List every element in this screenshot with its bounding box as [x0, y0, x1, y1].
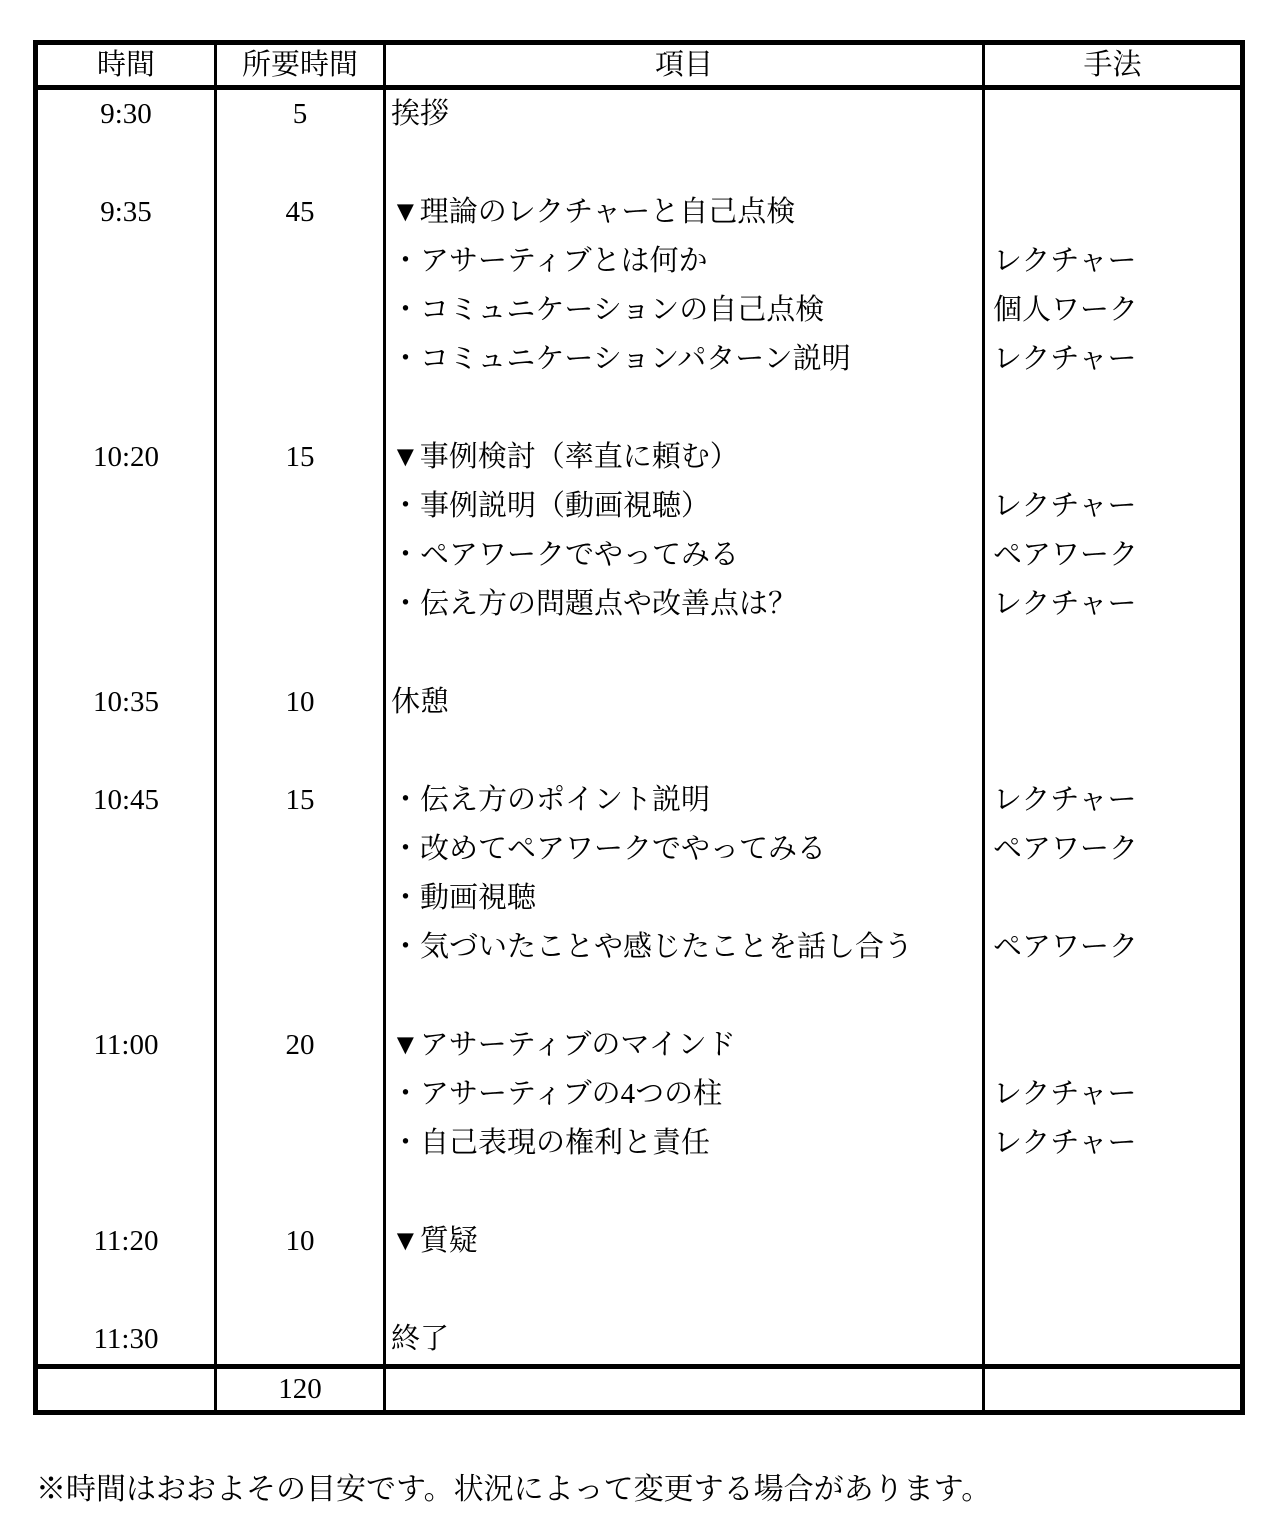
duration-line: 10 — [285, 686, 315, 718]
time-line: 11:00 — [93, 1029, 159, 1061]
duration-line — [217, 286, 383, 335]
item-line — [391, 384, 982, 433]
time-column — [38, 90, 217, 1364]
total-item-cell — [386, 1369, 985, 1410]
time-line — [38, 139, 214, 188]
method-line — [993, 90, 1240, 139]
item-line — [391, 629, 982, 678]
duration-line — [217, 139, 383, 188]
duration-line — [217, 1266, 383, 1315]
item-line: 休憩 — [391, 686, 450, 718]
time-line: 10:35 — [92, 686, 160, 718]
time-line: 11:20 — [93, 1225, 159, 1257]
duration-line — [217, 923, 383, 972]
time-line — [38, 923, 214, 972]
duration-line — [217, 531, 383, 580]
item-line — [391, 972, 982, 1021]
table-header-row — [38, 45, 1240, 90]
footnote: ※時間はおおよその目安です。状況によって変更する場合があります。 — [36, 1473, 992, 1506]
table-total-row — [38, 1364, 1240, 1410]
item-line — [391, 1266, 982, 1315]
method-line: レクチャー — [993, 490, 1137, 522]
item-line — [391, 139, 982, 188]
duration-line — [217, 1119, 383, 1168]
time-line — [38, 580, 214, 629]
time-line: 11:30 — [93, 1323, 159, 1355]
item-column — [386, 90, 985, 1364]
header-item: 項目 — [386, 45, 985, 85]
duration-line: 20 — [285, 1029, 315, 1061]
table-body — [38, 90, 1240, 1364]
item-line: ・コミュニケーションパターン説明 — [391, 343, 851, 375]
method-line — [993, 188, 1240, 237]
item-line: ・伝え方のポイント説明 — [391, 784, 711, 816]
time-line: 9:30 — [100, 98, 152, 130]
total-time-cell — [38, 1369, 217, 1410]
item-line: ・アサーティブとは何か — [391, 245, 708, 277]
duration-line — [217, 1315, 383, 1364]
method-line: レクチャー — [993, 1078, 1137, 1110]
time-line — [38, 1266, 214, 1315]
item-line: ▼アサーティブのマインド — [391, 1029, 736, 1061]
duration-line — [217, 825, 383, 874]
duration-line — [217, 384, 383, 433]
item-line: 終了 — [391, 1323, 450, 1355]
method-line — [993, 1315, 1240, 1364]
time-line — [38, 629, 214, 678]
header-method: 手法 — [1083, 49, 1142, 81]
method-column — [985, 90, 1240, 1364]
time-line — [38, 1168, 214, 1217]
method-line — [993, 433, 1240, 482]
duration-line: 15 — [285, 784, 315, 816]
time-line — [38, 482, 214, 531]
time-line: 9:35 — [100, 196, 152, 228]
item-line: ・アサーティブの4つの柱 — [391, 1078, 723, 1110]
method-line — [993, 678, 1240, 727]
item-line: ▼質疑 — [391, 1225, 478, 1257]
method-line — [993, 629, 1240, 678]
duration-line — [217, 1168, 383, 1217]
method-line — [993, 384, 1240, 433]
duration-line — [217, 874, 383, 923]
time-line — [38, 972, 214, 1021]
item-line: ・コミュニケーションの自己点検 — [391, 294, 825, 326]
header-time: 時間 — [38, 45, 217, 85]
duration-line — [217, 335, 383, 384]
method-line: ペアワーク — [993, 539, 1139, 571]
time-line — [38, 1070, 214, 1119]
item-line: ▼理論のレクチャーと自己点検 — [391, 196, 796, 228]
duration-line: 5 — [292, 98, 308, 130]
duration-line — [217, 237, 383, 286]
item-line — [391, 727, 982, 776]
time-line — [38, 874, 214, 923]
duration-line — [217, 1070, 383, 1119]
time-line: 10:20 — [92, 441, 160, 473]
method-line: 個人ワーク — [993, 294, 1139, 326]
duration-line — [217, 972, 383, 1021]
item-line: ▼事例検討（率直に頼む） — [391, 441, 739, 473]
item-line: ・気づいたことや感じたことを話し合う — [391, 931, 914, 963]
item-line: ・動画視聴 — [391, 882, 537, 914]
item-line: ・ペアワークでやってみる — [391, 539, 740, 571]
duration-line: 10 — [285, 1225, 315, 1257]
method-line: レクチャー — [993, 245, 1137, 277]
duration-column — [217, 90, 386, 1364]
time-line: 10:45 — [92, 784, 160, 816]
method-line — [993, 1217, 1240, 1266]
duration-line — [217, 482, 383, 531]
method-line: レクチャー — [993, 343, 1137, 375]
method-line: ペアワーク — [993, 931, 1139, 963]
item-line — [391, 1168, 982, 1217]
method-line — [993, 972, 1240, 1021]
schedule-table — [33, 40, 1245, 1415]
duration-line: 45 — [285, 196, 315, 228]
method-line — [993, 874, 1240, 923]
total-method-cell — [985, 1369, 1240, 1410]
duration-line — [217, 629, 383, 678]
time-line — [38, 727, 214, 776]
duration-line — [217, 580, 383, 629]
time-line — [38, 237, 214, 286]
item-line: ・改めてペアワークでやってみる — [391, 833, 827, 865]
method-line: ペアワーク — [993, 833, 1139, 865]
time-line — [38, 825, 214, 874]
method-line — [993, 727, 1240, 776]
time-line — [38, 531, 214, 580]
item-line: ・自己表現の権利と責任 — [391, 1127, 711, 1159]
time-line — [38, 384, 214, 433]
method-line: レクチャー — [993, 1127, 1137, 1159]
method-line — [993, 1168, 1240, 1217]
item-line: ・伝え方の問題点や改善点は？ — [391, 588, 798, 620]
header-duration: 所要時間 — [217, 45, 386, 85]
method-line: レクチャー — [993, 588, 1137, 620]
duration-line: 15 — [285, 441, 315, 473]
method-line: レクチャー — [993, 784, 1137, 816]
item-line: 挨拶 — [391, 98, 450, 130]
time-line — [38, 1119, 214, 1168]
method-line — [993, 1266, 1240, 1315]
method-line — [993, 1021, 1240, 1070]
method-line — [993, 139, 1240, 188]
time-line — [38, 286, 214, 335]
time-line — [38, 335, 214, 384]
item-line: ・事例説明（動画視聴） — [391, 490, 711, 522]
total-duration-cell: 120 — [217, 1369, 386, 1410]
duration-line — [217, 727, 383, 776]
